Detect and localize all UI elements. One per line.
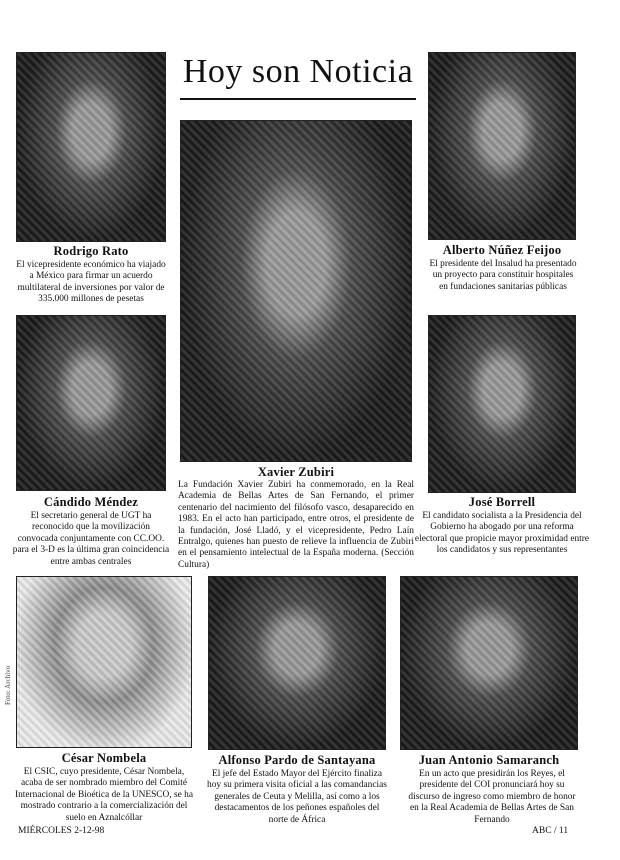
caption-candido-mendez: El secretario general de UGT ha reconocido que la movilización convocada conjuntamente con CC.OO. para el 3-D es la última gran coincidencia entre ambas centrales [12,511,170,567]
caption-xavier-zubiri: La Fundación Xavier Zubiri ha conmemorado, en la Real Academia de Bellas Artes de San Fernando, el primer centenario del nacimiento del filósofo vasco, desaparecido en 1983. En el acto han participado, entre otros, el presidente de la fundación, José Lladó, y el vicepresidente, Pedro Laín Entralgo, quienes han puesto de relieve la influencia de Zubiri en el pensamiento intelectual de la España moderna. (Sección Cultura) [178,480,414,570]
caption-rodrigo-rato: El vicepresidente económico ha viajado a México para firmar un acuerdo multilateral de inversiones por valor de 335.000 millones de pesetas [16,260,166,305]
section-title: Hoy son Noticia [180,50,416,100]
caption-alfonso-pardo-de-santayana: El jefe del Estado Mayor del Ejército finaliza hoy su primera visita oficial a las comandancias generales de Ceuta y Melilla, así como a los destacamentos de los peñones españoles del norte de África [207,769,387,825]
name-alfonso-pardo-de-santayana: Alfonso Pardo de Santayana [218,753,376,767]
name-jose-borrell: José Borrell [468,495,536,509]
photo-credit: Foto: Archivo [4,665,12,705]
photo-rodrigo-rato [16,52,166,242]
photo-jose-borrell [428,315,576,493]
name-alberto-nunez-feijoo: Alberto Núñez Feijoo [442,243,562,257]
footer-date: MIÉRCOLES 2-12-98 [18,826,105,836]
photo-xavier-zubiri [180,120,412,462]
photo-juan-antonio-samaranch [400,576,578,750]
photo-alberto-nunez-feijoo [428,52,576,240]
caption-juan-antonio-samaranch: En un acto que presidirán los Reyes, el presidente del COI pronunciará hoy su discurso de ingreso como miembro de honor en la Real Academia de Bellas Artes de San Fernando [408,769,576,825]
name-cesar-nombela: César Nombela [61,751,147,765]
caption-alberto-nunez-feijoo: El presidente del Insalud ha presentado un proyecto para constituir hospitales en fundaciones sanitarias públicas [429,259,577,292]
photo-alfonso-pardo-de-santayana [208,576,386,750]
photo-candido-mendez [16,315,166,491]
footer-page-number: ABC / 11 [532,826,569,836]
caption-jose-borrell: El candidato socialista a la Presidencia del Gobierno ha abogado por una reforma electoral que propicie mayor proximidad entre los candidatos y sus representantes [414,511,590,556]
name-candido-mendez: Cándido Méndez [43,495,139,509]
name-juan-antonio-samaranch: Juan Antonio Samaranch [418,753,560,767]
name-xavier-zubiri: Xavier Zubiri [257,465,335,479]
name-rodrigo-rato: Rodrigo Rato [53,244,129,258]
photo-cesar-nombela [16,576,192,748]
caption-cesar-nombela: El CSIC, cuyo presidente, César Nombela, acaba de ser nombrado miembro del Comité Internacional de Bioética de la UNESCO, se ha mostrado contrario a la comercialización del suelo en Aznalcóllar [14,767,194,823]
